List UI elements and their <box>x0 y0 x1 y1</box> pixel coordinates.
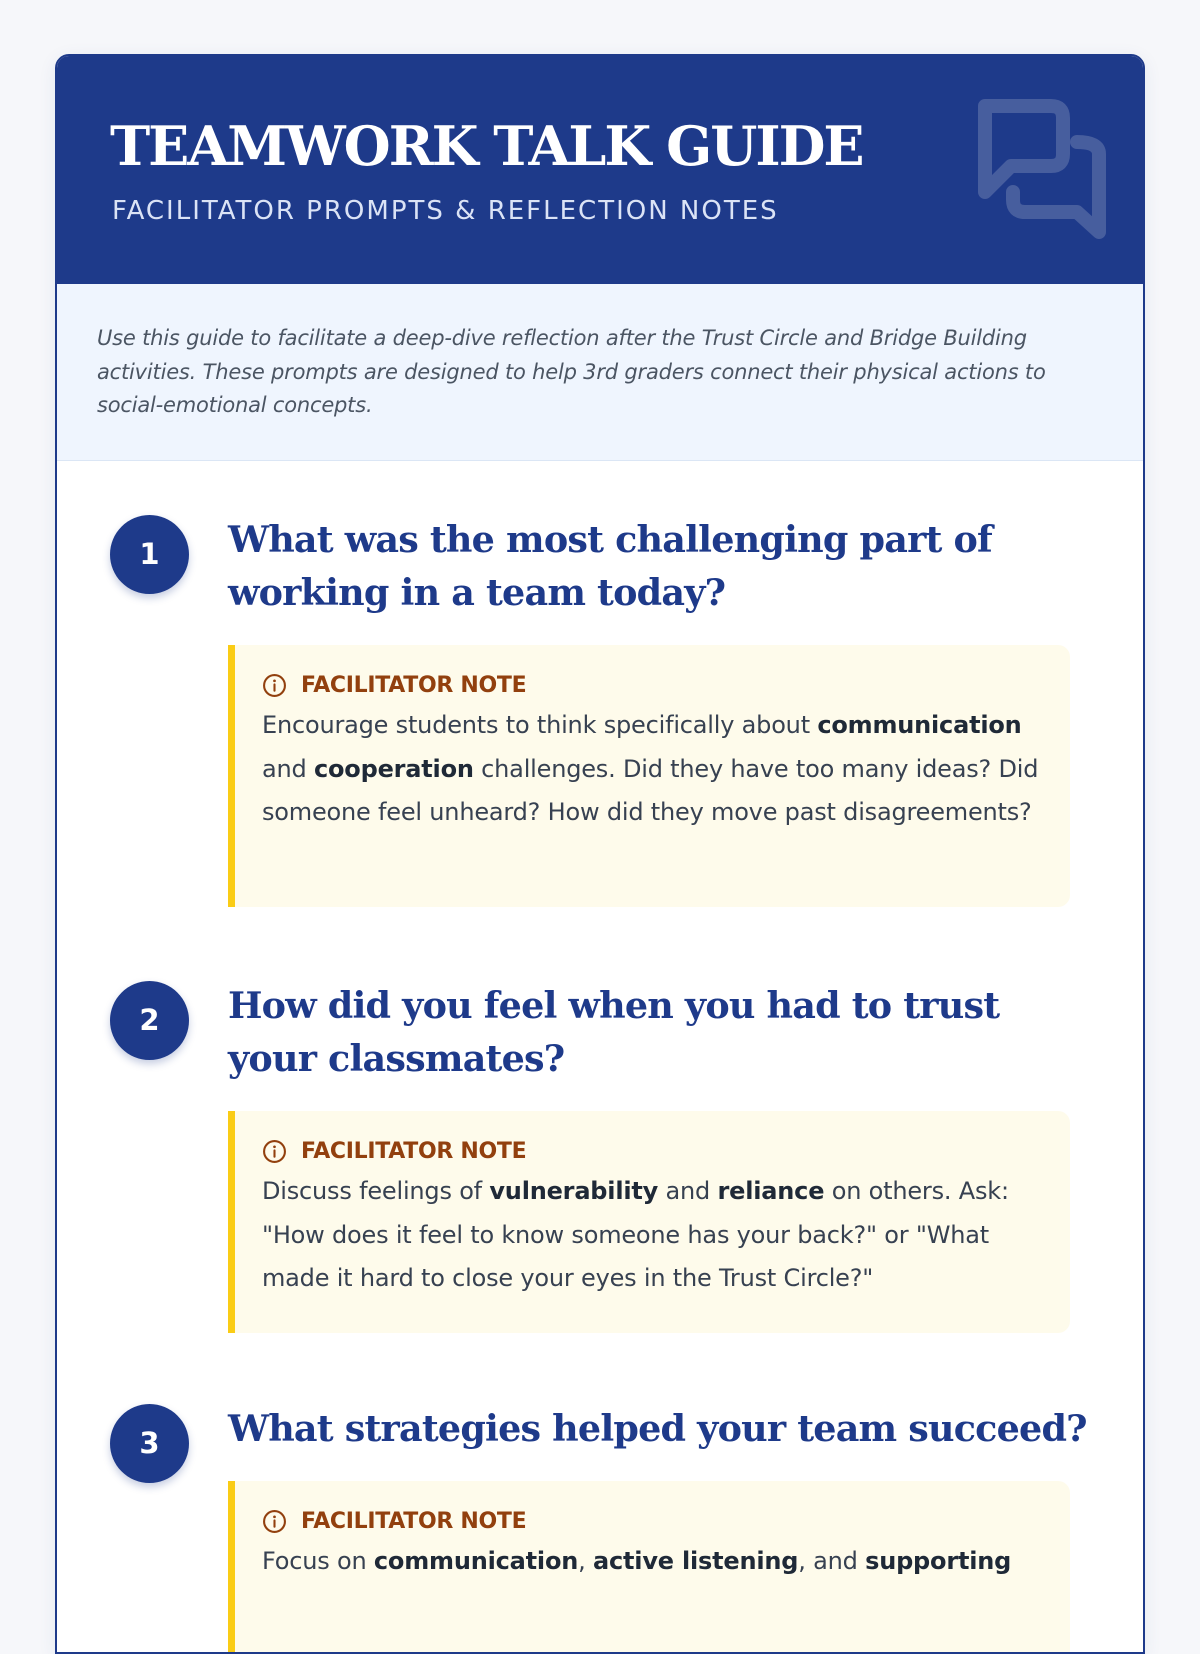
note-header <box>262 673 1040 698</box>
chat-bubbles-icon <box>965 88 1125 244</box>
facilitator-note <box>228 1481 1070 1654</box>
note-emphasis: communication <box>373 1547 579 1575</box>
note-label: FACILITATOR NOTE <box>301 1509 527 1534</box>
note-emphasis: reliance <box>717 1177 825 1205</box>
question-number-badge: 3 <box>110 1404 189 1483</box>
question-text: How did you feel when you had to trust your classmates? <box>228 984 1000 1080</box>
page-subtitle: FACILITATOR PROMPTS & REFLECTION NOTES <box>112 196 779 226</box>
question-number-badge: 1 <box>110 515 189 594</box>
question-number-badge: 2 <box>110 981 189 1060</box>
guide-card <box>55 54 1145 1654</box>
note-text: Encourage students to think specifically about <box>262 711 818 739</box>
note-text: challenges. Did they have too many ideas? Did someone feel unheard? How did they move past disagreements? <box>262 754 1039 826</box>
intro-text: Use this guide to facilitate a deep-dive reflection after the Trust Circle and Bridge Building activities. These prompts are designed to help 3rd graders connect their physical actions to social-emotional concepts. <box>97 326 1046 417</box>
info-icon <box>262 1509 287 1534</box>
question-text: What was the most challenging part of working in a team today? <box>228 518 992 614</box>
note-body <box>262 1540 1040 1584</box>
note-emphasis: active listening <box>593 1547 799 1575</box>
note-emphasis: vulnerability <box>489 1177 659 1205</box>
note-text: and <box>262 754 314 783</box>
note-body <box>262 704 1040 835</box>
question-text: What strategies helped your team succeed? <box>228 1407 1087 1450</box>
note-header <box>262 1509 1040 1534</box>
note-emphasis: cooperation <box>313 754 474 783</box>
note-text: Discuss feelings of <box>262 1177 490 1205</box>
facilitator-note <box>228 645 1070 907</box>
info-icon <box>262 673 287 698</box>
info-icon <box>262 1139 287 1164</box>
note-header <box>262 1139 1040 1164</box>
note-text: Focus on <box>262 1547 374 1575</box>
note-text: , <box>578 1547 593 1575</box>
note-emphasis: supporting <box>865 1547 1012 1575</box>
page-title: TEAMWORK TALK GUIDE <box>110 114 863 178</box>
note-text: , and <box>798 1547 866 1575</box>
note-body <box>262 1170 1040 1301</box>
note-text: on others. Ask: "How does it feel to know someone has your back?" or "What made it hard to close your eyes in the Trust Circle?" <box>262 1177 1009 1292</box>
note-label: FACILITATOR NOTE <box>301 1139 527 1164</box>
note-emphasis: communication <box>817 711 1022 739</box>
note-text: and <box>658 1177 718 1205</box>
intro-panel <box>57 284 1143 461</box>
note-label: FACILITATOR NOTE <box>301 673 527 698</box>
facilitator-note <box>228 1111 1070 1333</box>
guide-header <box>57 56 1143 284</box>
